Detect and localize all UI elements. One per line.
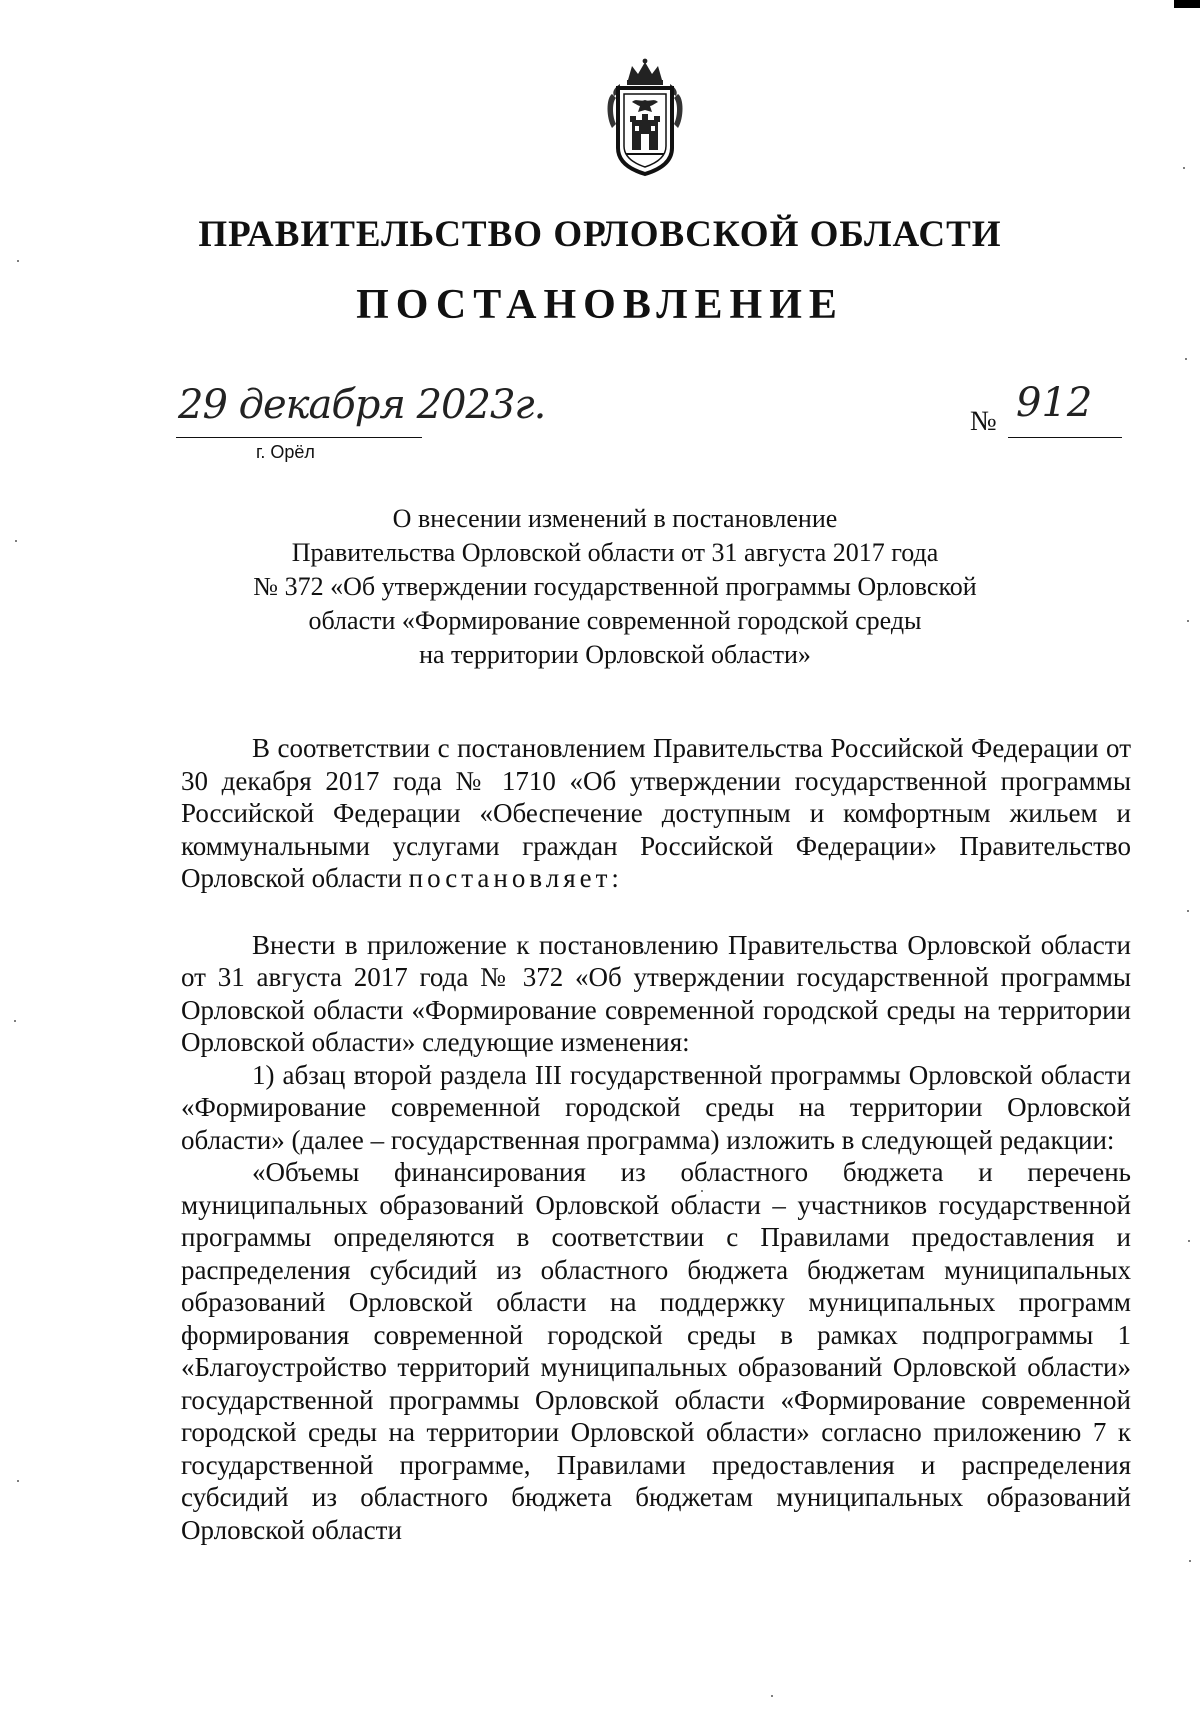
date-underline (176, 437, 422, 438)
amendment-item-1-paragraph: 1) абзац второй раздела III государственной программы Орловской области «Формирование современной городской среды на территории Орловской области» (далее – государственная программа) изложить в следующей редакции: (181, 1059, 1131, 1155)
preamble-text: В соответствии с постановлением Правительства Российской Федерации от 30 декабря 2017 года № 1710 «Об утверждении государственной программы Российской Федерации «Обеспечение доступным и комфортным жильем и коммунальными услугами граждан Российской Федерации» Правительство Орловской области (181, 733, 1131, 893)
scan-speck (1189, 1560, 1191, 1562)
scan-speck (17, 260, 19, 262)
amendment-intro-paragraph: Внести в приложение к постановлению Правительства Орловской области от 31 августа 2017 года № 372 «Об утверждении государственной программы Орловской области «Формирование современной городской среды на территории Орловской области» следующие изменения: (181, 929, 1131, 1057)
scan-speck (1183, 167, 1185, 169)
heading-line: № 372 «Об утверждении государственной программы Орловской (253, 572, 977, 601)
scan-speck (1187, 620, 1189, 622)
coat-of-arms-icon (602, 58, 688, 178)
scan-speck (14, 1020, 16, 1022)
handwritten-date: 29 декабря 2023г. (178, 382, 546, 428)
scan-speck (15, 540, 17, 542)
document-body (181, 732, 1131, 1546)
city-label: г. Орёл (256, 442, 315, 462)
document-type-title: ПОСТАНОВЛЕНИЕ (356, 282, 844, 328)
heading-line: Правительства Орловской области от 31 августа 2017 года (291, 538, 939, 567)
document-heading (200, 502, 1030, 672)
number-underline (1008, 437, 1122, 438)
number-label: № (970, 406, 997, 437)
handwritten-number: 912 (1016, 380, 1093, 426)
heading-line: области «Формирование современной городской среды (308, 606, 922, 635)
scan-speck (1187, 910, 1189, 912)
preamble-paragraph (181, 732, 1131, 895)
scan-speck (771, 1695, 773, 1697)
scan-speck (1185, 358, 1187, 360)
scan-edge-mark (1174, 0, 1200, 8)
resolves-keyword: постановляет: (408, 863, 623, 893)
government-title: ПРАВИТЕЛЬСТВО ОРЛОВСКОЙ ОБЛАСТИ (198, 214, 1002, 255)
heading-line: О внесении изменений в постановление (392, 504, 838, 533)
scan-speck (17, 1480, 19, 1482)
scan-speck (1188, 1240, 1190, 1242)
quoted-amendment-paragraph: «Объемы финансирования из областного бюджета и перечень муниципальных образований Орловской области – участников государственной программы определяются в соответствии с Правилами предоставления и распределения субсидий из областного бюджета бюджетам муниципальных образований Орловской области на поддержку муниципальных программ формирования современной городской среды в рамках подпрограммы 1 «Благоустройство территорий муниципальных образований Орловской области» государственной программы Орловской области «Формирование современной городской среды на территории Орловской области» согласно приложению 7 к государственной программе, Правилами предоставления и распределения субсидий из областного бюджета бюджетам муниципальных образований Орловской области (181, 1157, 1131, 1545)
heading-line: на территории Орловской области» (419, 640, 811, 669)
